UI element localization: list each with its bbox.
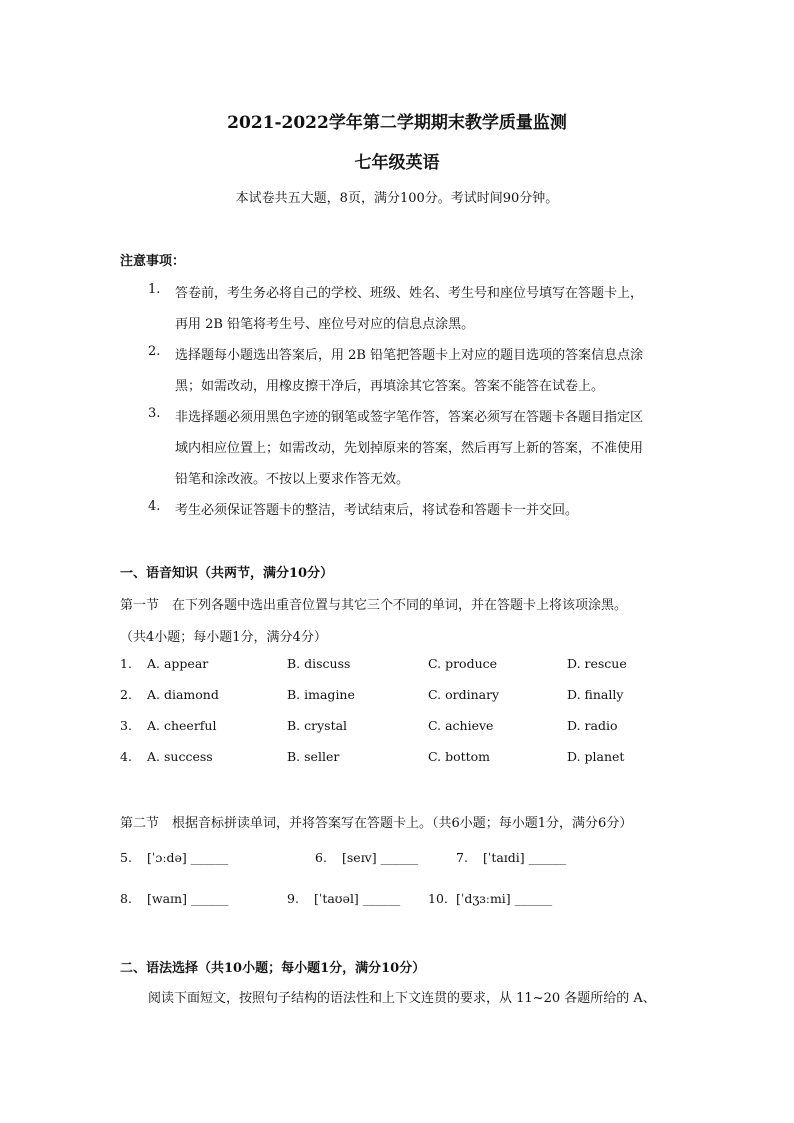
option-a: A. success [147,749,213,764]
question-row [120,656,680,674]
part-2-instruction: 第二节 根据音标拼读单词，并将答案写在答题卡上。（共6小题；每小题1分，满分6分） [120,816,633,831]
question-number: 3. [120,718,132,733]
option-c: C. ordinary [428,687,500,702]
section-2-heading: 二、语法选择（共10小题；每小题1分，满分10分） [120,961,426,976]
note-line: 铅笔和涂改液。不按以上要求作答无效。 [175,472,410,487]
option-d: D. radio [567,718,618,733]
phonetic-item: [ˈɔːdə] ______ [147,850,229,865]
notes-heading: 注意事项： [120,254,186,269]
exam-title: 2021-2022学年第二学期期末教学质量监测 [227,113,567,133]
phonetic-number: 8. [120,891,132,906]
phonetic-item: [ˈtaɪdi] ______ [483,850,567,865]
option-c: C. achieve [428,718,494,733]
note-line: 黑；如需改动，用橡皮擦干净后，再填涂其它答案。答案不能答在试卷上。 [175,379,605,394]
option-b: B. discuss [287,656,351,671]
option-a: A. appear [147,656,209,671]
phonetic-item: [waɪn] ______ [147,891,229,906]
part-1-instruction: 第一节 在下列各题中选出重音位置与其它三个不同的单词，并在答题卡上将该项涂黑。 [120,598,628,613]
note-line: 选择题每小题选出答案后，用 2B 铅笔把答题卡上对应的题目选项的答案信息点涂 [175,348,644,363]
part-1-scoring: （共4小题；每小题1分，满分4分） [120,630,327,645]
note-line: 再用 2B 铅笔将考生号、座位号对应的信息点涂黑。 [175,317,475,332]
option-c: C. bottom [428,749,491,764]
option-d: D. finally [567,687,624,702]
option-d: D. rescue [567,656,627,671]
section-2-paragraph: 阅读下面短文，按照句子结构的语法性和上下文连贯的要求，从 11~20 各题所给的 A、 [148,991,656,1006]
exam-subtitle: 七年级英语 [354,153,440,173]
option-d: D. planet [567,749,625,764]
note-number: 2. [148,344,161,359]
phonetic-number: 9. [287,891,299,906]
question-number: 4. [120,749,132,764]
option-a: A. cheerful [147,718,217,733]
option-b: B. imagine [287,687,355,702]
phonetic-item: [ˈdʒɜːmi] ______ [456,891,553,906]
question-row [120,718,680,736]
exam-info: 本试卷共五大题，8页，满分100分。考试时间90分钟。 [235,191,559,206]
note-line: 答卷前，考生务必将自己的学校、班级、姓名、考生号和座位号填写在答题卡上， [175,286,644,301]
phonetic-number: 6. [315,850,327,865]
note-line: 考生必须保证答题卡的整洁，考试结束后，将试卷和答题卡一并交回。 [175,503,579,518]
option-b: B. seller [287,749,340,764]
note-number: 1. [148,282,161,297]
question-row [120,687,680,705]
phonetic-item: [seɪv] ______ [342,850,419,865]
question-number: 1. [120,656,132,671]
section-1-heading: 一、语音知识（共两节，满分10分） [120,566,334,581]
phonetic-number: 5. [120,850,132,865]
phonetic-number: 7. [456,850,468,865]
note-line: 域内相应位置上；如需改动，先划掉原来的答案，然后再写上新的答案，不准使用 [175,441,644,456]
note-number: 4. [148,499,161,514]
option-b: B. crystal [287,718,348,733]
note-line: 非选择题必须用黑色字迹的钢笔或签字笔作答，答案必须写在答题卡各题目指定区 [175,410,644,425]
question-number: 2. [120,687,132,702]
phonetic-number: 10. [428,891,448,906]
question-row [120,749,680,767]
note-number: 3. [148,406,161,421]
option-a: A. diamond [147,687,219,702]
phonetic-item: [ˈtaʊəl] ______ [314,891,401,906]
option-c: C. produce [428,656,498,671]
